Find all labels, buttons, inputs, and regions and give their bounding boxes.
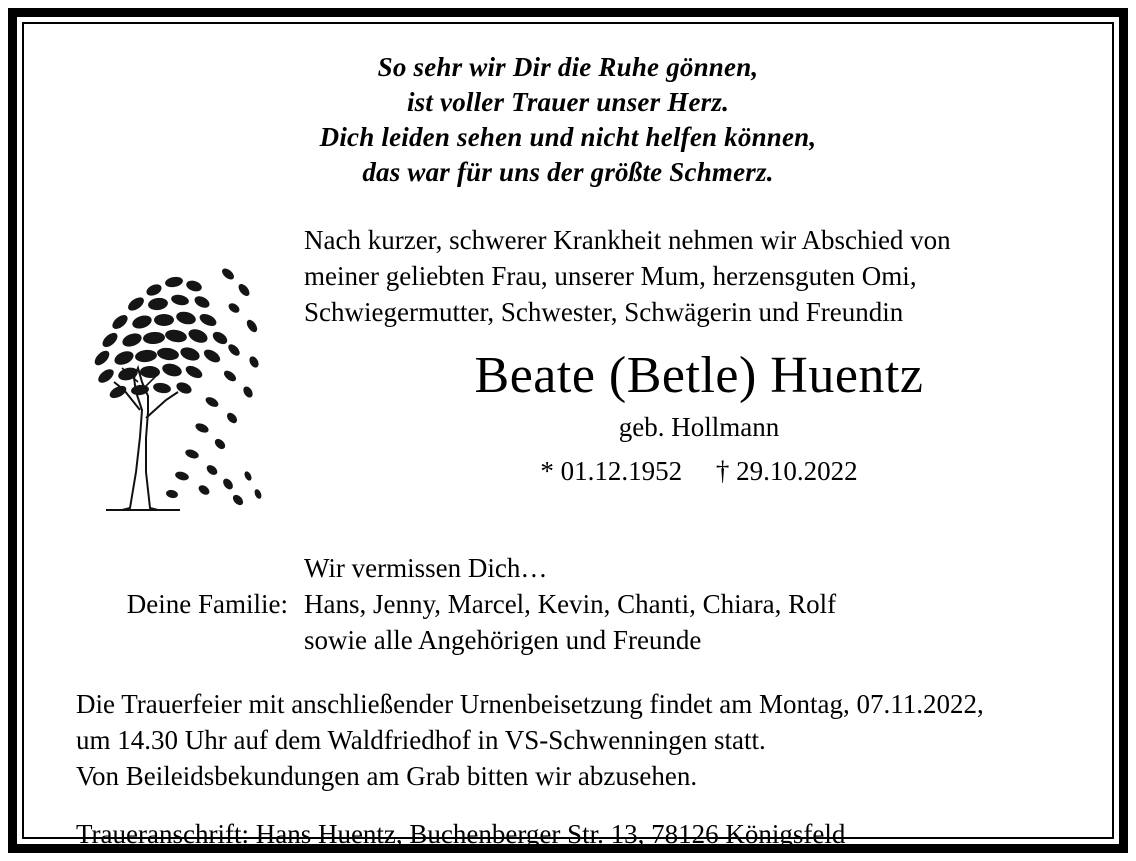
- deceased-dates: * 01.12.1952 † 29.10.2022: [540, 456, 858, 486]
- announcement-text: [304, 222, 1094, 488]
- family-relatives: sowie alle Angehörigen und Freunde: [304, 625, 702, 655]
- card-content: [24, 24, 1112, 849]
- service-block: [24, 686, 1112, 852]
- poem-line-4: das war für uns der größte Schmerz.: [362, 157, 774, 187]
- intro-line-1: Nach kurzer, schwerer Krankheit nehmen wir Abschied von: [304, 225, 951, 255]
- deceased-name: Beate (Betle) Huentz: [474, 347, 924, 404]
- service-line-3: Von Beileidsbekundungen am Grab bitten wir abzusehen.: [76, 761, 698, 791]
- intro-line-2: meiner geliebten Frau, unserer Mum, herzensguten Omi,: [304, 261, 917, 291]
- poem-line-3: Dich leiden sehen und nicht helfen können,: [319, 122, 817, 152]
- service-line-2: um 14.30 Uhr auf dem Waldfriedhof in VS-Schwenningen statt.: [76, 725, 766, 755]
- family-members: Hans, Jenny, Marcel, Kevin, Chanti, Chiara, Rolf: [304, 589, 837, 619]
- poem-block: [24, 50, 1112, 190]
- poem-line-1: So sehr wir Dir die Ruhe gönnen,: [377, 52, 759, 82]
- family-miss-line: Wir vermissen Dich…: [304, 553, 548, 583]
- middle-section: [24, 222, 1112, 522]
- intro-line-3: Schwiegermutter, Schwester, Schwägerin und Freundin: [304, 297, 904, 327]
- family-block: [24, 550, 1112, 670]
- poem-line-2: ist voller Trauer unser Herz.: [406, 87, 730, 117]
- service-line-1: Die Trauerfeier mit anschließender Urnenbeisetzung findet am Montag, 07.11.2022,: [76, 689, 984, 719]
- condolence-address: Traueranschrift: Hans Huentz, Buchenberger Str. 13, 78126 Königsfeld: [76, 819, 846, 849]
- family-label: Deine Familie:: [126, 589, 288, 619]
- intro-block: [304, 222, 1094, 330]
- windblown-tree-icon: [62, 232, 292, 512]
- deceased-maiden-name: geb. Hollmann: [618, 412, 780, 442]
